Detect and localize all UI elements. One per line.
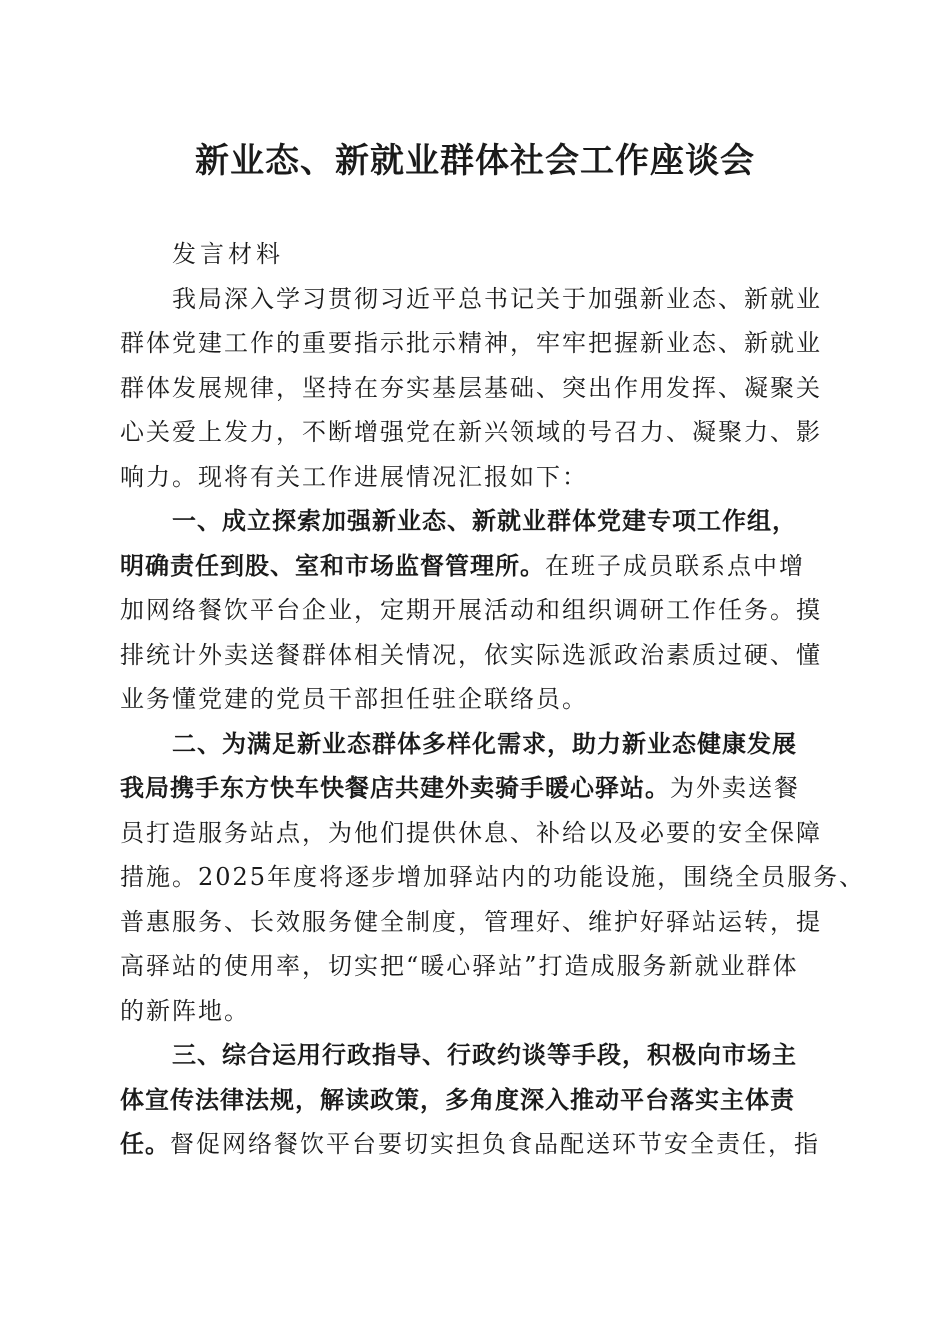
text-line: 心关爱上发力，不断增强党在新兴领域的号召力、凝聚力、影: [120, 418, 822, 446]
text-line: 我局深入学习贯彻习近平总书记关于加强新业态、新就业: [172, 284, 822, 313]
text-line: 响力。现将有关工作进展情况汇报如下：: [120, 462, 588, 491]
section-heading: 体宣传法律法规，解读政策，多角度深入推动平台落实主体责: [120, 1084, 795, 1114]
section-heading: 三、综合运用行政指导、行政约谈等手段，积极向市场主: [172, 1040, 797, 1069]
text-line: 措施。2025年度将逐步增加驿站内的功能设施，围绕全员服务、: [120, 863, 866, 891]
text-line: 群体发展规律，坚持在夯实基层基础、突出作用发挥、凝聚关: [120, 373, 822, 402]
intro-paragraph: [120, 277, 832, 500]
text-line: 高驿站的使用率，切实把“暖心驿站”打造成服务新就业群体: [120, 952, 799, 980]
text-line: 员打造服务站点，为他们提供休息、补给以及必要的安全保障: [120, 818, 822, 847]
section-heading: 明确责任到股、室和市场监督管理所。: [120, 550, 545, 580]
section-heading: 一、成立探索加强新业态、新就业群体党建专项工作组，: [172, 506, 797, 535]
text-line: 的新阵地。: [120, 996, 250, 1025]
document-title: 新业态、新就业群体社会工作座谈会: [195, 141, 755, 181]
text-line: 群体党建工作的重要指示批示精神，牢牢把握新业态、新就业: [120, 329, 822, 357]
document-body: [120, 232, 866, 1167]
text-line: 业务懂党建的党员干部担任驻企联络员。: [120, 685, 588, 713]
section-text: 在班子成员联系点中增: [545, 551, 805, 580]
text-line: 加网络餐饮平台企业，定期开展活动和组织调研工作任务。摸: [120, 596, 822, 624]
text-line: [120, 1122, 832, 1167]
section-heading: 任。: [120, 1129, 170, 1158]
subtitle-paragraph: [120, 232, 832, 277]
section-2-paragraph: [120, 722, 866, 1034]
section-text: 为外卖送餐: [670, 774, 800, 802]
section-3-paragraph: [120, 1033, 832, 1167]
section-text: 督促网络餐饮平台要切实担负食品配送环节安全责任，指: [170, 1130, 820, 1158]
section-heading: 二、为满足新业态群体多样化需求，助力新业态健康发展: [172, 728, 797, 758]
section-1-paragraph: [120, 499, 832, 722]
text-line: 排统计外卖送餐群体相关情况，依实际选派政治素质过硬、懂: [120, 640, 822, 669]
text-line: [120, 544, 832, 589]
text-line: 普惠服务、长效服务健全制度，管理好、维护好驿站运转，提: [120, 907, 822, 936]
section-heading: 我局携手东方快车快餐店共建外卖骑手暖心驿站。: [120, 773, 670, 802]
document-subtitle: 发言材料: [172, 240, 284, 268]
text-line: [120, 766, 832, 811]
